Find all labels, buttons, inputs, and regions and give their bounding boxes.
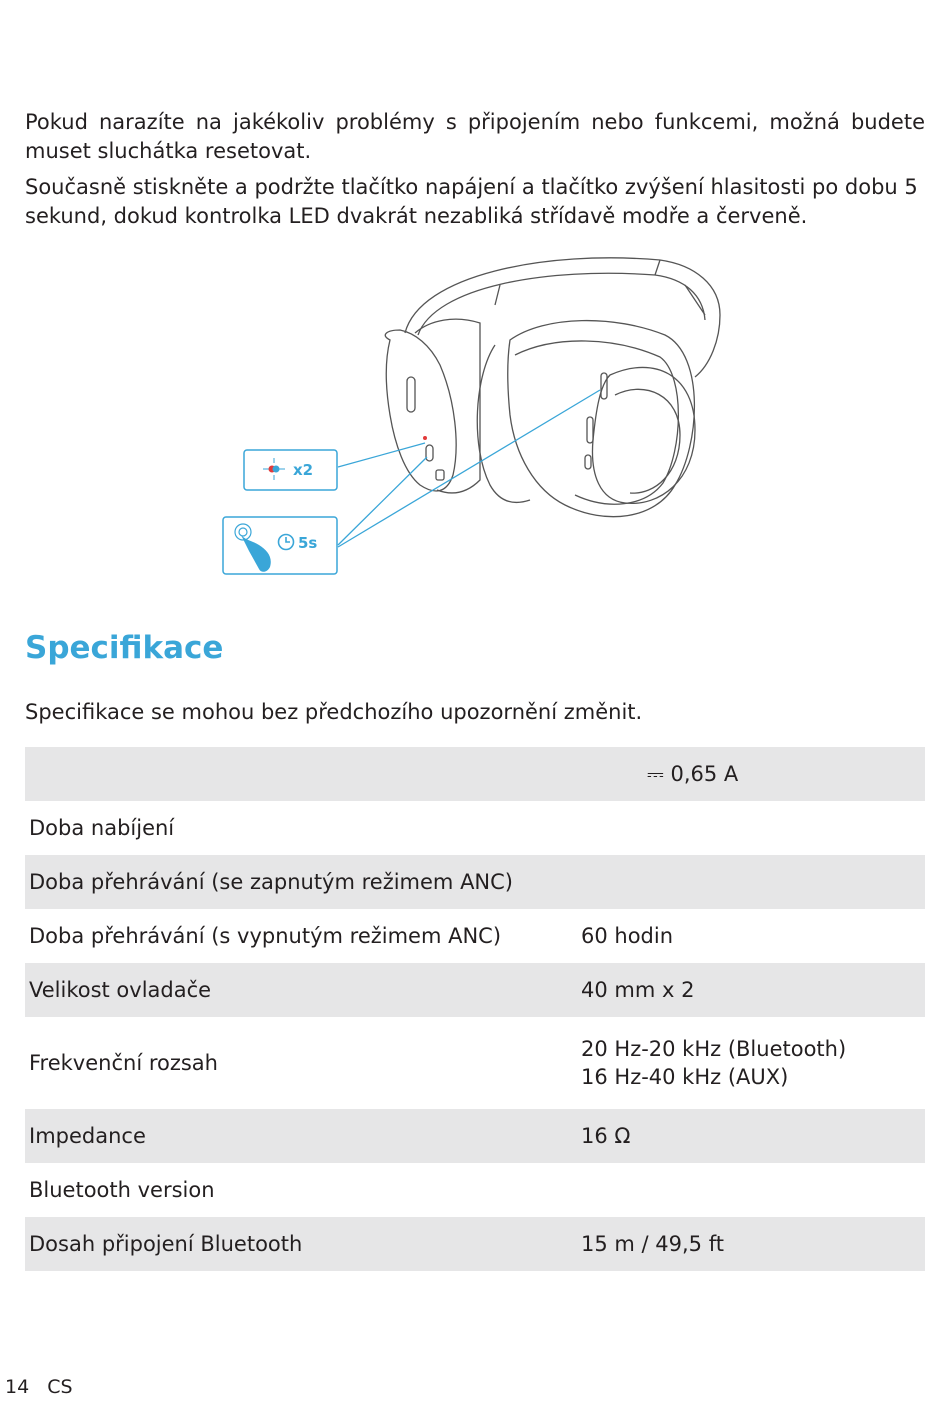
table-row [25,1017,925,1109]
power-button [407,377,415,412]
led-callout-box [244,450,337,490]
table-row [25,855,925,909]
spec-value [577,801,925,855]
spec-value [577,1017,925,1109]
table-row [25,963,925,1017]
spec-label: Doba nabíjení [29,816,175,840]
language-code: CS [47,1376,73,1398]
spec-value [577,855,925,909]
spec-label: Bluetooth version [29,1178,215,1202]
dc-current-icon: ⎓ [647,762,664,786]
table-row [25,747,925,801]
specs-heading: Specifikace [25,630,224,666]
intro-paragraph-1: Pokud narazíte na jakékoliv problémy s připojením nebo funkcemi, možná budete muset sluchátka resetovat. [25,110,925,163]
spec-value: 40 mm x 2 [577,963,925,1017]
table-row [25,1163,925,1217]
red-led-dot [423,436,427,440]
spec-table [25,747,925,1271]
spec-value-line-2: 16 Hz-40 kHz (AUX) [581,1065,789,1089]
volume-up-button [601,373,607,399]
specs-note: Specifikace se mohou bez předchozího upozornění změnit. [25,700,643,724]
spec-label: Velikost ovladače [25,963,577,1017]
volume-down-button [587,417,593,443]
spec-label: Doba přehrávání (s vypnutým režimem ANC) [29,924,502,948]
spec-value [577,747,925,801]
table-row [25,801,925,855]
back-earcup [385,330,456,491]
intro-paragraph-2: Současně stiskněte a podržte tlačítko napájení a tlačítko zvýšení hlasitosti po dobu 5 sekund, dokud kontrolka LED dvakrát nezabliká střídavě modře a červeně. [25,175,918,228]
page-number: 14 [5,1376,30,1398]
usb-port [436,470,444,480]
press-callout-box [223,517,337,574]
spec-label: Frekvenční rozsah [29,1051,218,1075]
spec-value-text: 0,65 A [670,762,739,786]
headphones-reset-illustration [215,245,735,585]
table-row [25,909,925,963]
spec-value-line-1: 20 Hz-20 kHz (Bluetooth) [581,1037,847,1061]
table-row [25,1217,925,1271]
spec-value [577,1163,925,1217]
spec-value: 15 m / 49,5 ft [577,1217,925,1271]
spec-label: Doba přehrávání (se zapnutým režimem ANC) [25,855,577,909]
table-row [25,1109,925,1163]
page-footer [5,1376,91,1398]
press-callout-duration: 5s [298,534,318,552]
spec-label: Impedance [25,1109,577,1163]
spec-label [25,747,577,801]
spec-value: 16 Ω [577,1109,925,1163]
led-callout-count: x2 [293,461,314,479]
headband [405,258,720,377]
spec-label: Dosah připojení Bluetooth [25,1217,577,1271]
spec-value: 60 hodin [581,924,674,948]
led-indicator [426,445,433,461]
